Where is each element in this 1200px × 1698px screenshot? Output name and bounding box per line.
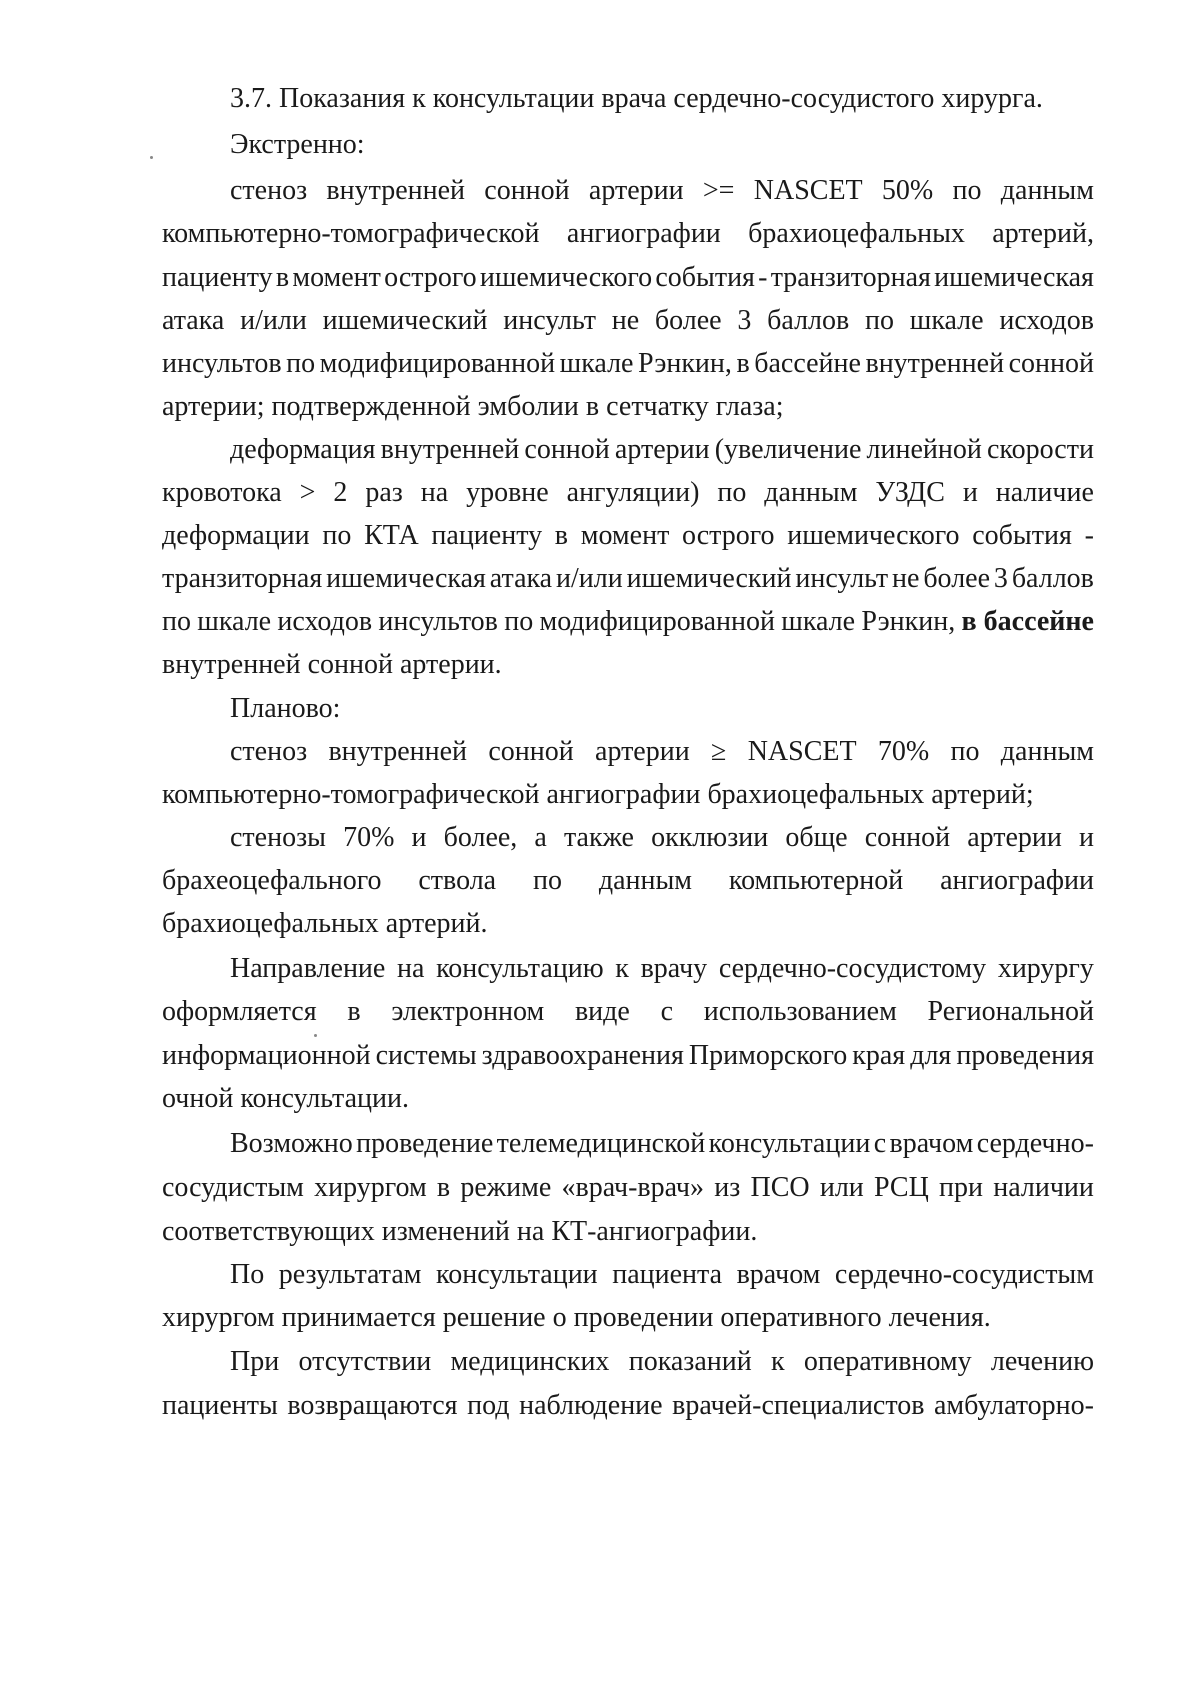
word: наличие (995, 477, 1094, 508)
word: артерии (967, 822, 1062, 853)
word: > (299, 477, 316, 508)
word: более, (443, 822, 518, 853)
word: ишемическая (934, 262, 1094, 293)
word: окклюзии (651, 822, 769, 853)
urgent-item-2-line-3 (162, 519, 1094, 553)
word: исходов (999, 305, 1094, 336)
word: в (275, 262, 290, 293)
word: сонной (484, 175, 570, 206)
word: сонной (864, 822, 951, 853)
word: По (230, 1259, 265, 1290)
word: данным (598, 865, 693, 896)
word: острого (384, 262, 477, 293)
word: Приморского (688, 1040, 848, 1071)
word: по (717, 477, 747, 508)
referral-line-3 (162, 1039, 1094, 1073)
referral-line-1 (230, 952, 1094, 986)
word: внутренней (326, 175, 465, 206)
word: бассейне (754, 348, 861, 379)
word: на (420, 477, 449, 508)
word: с (873, 1128, 887, 1159)
word: момент (292, 262, 381, 293)
word: внутренней (865, 348, 1005, 379)
word: события (972, 520, 1072, 551)
word: «врач-врач» (561, 1172, 705, 1203)
word: инсульт (503, 305, 596, 336)
word: и (1079, 822, 1094, 853)
telemedicine-line-1 (230, 1127, 1094, 1161)
word: УЗДС (875, 477, 945, 508)
word: медицинских (450, 1346, 610, 1377)
word: информационной (162, 1040, 371, 1071)
word: шкале (559, 348, 634, 379)
word: ишемический (322, 305, 488, 336)
word: проведения (956, 1040, 1094, 1071)
word: врачом (889, 1128, 974, 1159)
word: телемедицинской (496, 1128, 706, 1159)
word: наличии (993, 1172, 1094, 1203)
word: транзиторная (162, 563, 323, 594)
word: более (923, 563, 991, 594)
word: не (892, 563, 920, 594)
word: Направление (230, 953, 386, 984)
word: сонной (524, 434, 610, 465)
word: исходов (277, 606, 373, 637)
word: не (611, 305, 640, 336)
word: при (939, 1172, 984, 1203)
word: к (771, 1346, 785, 1377)
word: артерии (614, 434, 710, 465)
results-line-2: хирургом принимается решение о проведении оперативного лечения. (162, 1302, 991, 1333)
word: оформляется (162, 996, 317, 1027)
word: а (534, 822, 547, 853)
word: и/или (556, 563, 623, 594)
telemedicine-line-2 (162, 1171, 1094, 1205)
word: модифицированной (539, 606, 775, 637)
planned-item-2-line-3: брахиоцефальных артерий. (162, 908, 488, 939)
word: электронном (391, 996, 545, 1027)
word: отсутствии (298, 1346, 432, 1377)
word: уровне (466, 477, 549, 508)
word: лечению (990, 1346, 1094, 1377)
telemedicine-line-3: соответствующих изменений на КТ-ангиографии. (162, 1216, 758, 1247)
word: оперативному (803, 1346, 972, 1377)
word: скорости (986, 434, 1094, 465)
word: баллов (1011, 563, 1094, 594)
word: показаний (628, 1346, 752, 1377)
word: здравоохранения (481, 1040, 684, 1071)
word: стеноз (230, 175, 308, 206)
word: При (230, 1346, 280, 1377)
word: пациенты (162, 1390, 278, 1421)
word: врачей-специалистов (672, 1390, 925, 1421)
word: по (952, 175, 982, 206)
word: сонной (488, 736, 574, 767)
word: баллов (767, 305, 850, 336)
word: по (532, 865, 562, 896)
planned-item-2-line-2 (162, 864, 1094, 898)
word: острого (682, 520, 775, 551)
word: наблюдение (519, 1390, 663, 1421)
word: врачом (736, 1259, 821, 1290)
word: - (1084, 520, 1094, 551)
urgent-item-1-line-1 (230, 174, 1094, 208)
word: брахеоцефального (162, 865, 382, 896)
word: компьютерно-томографической (162, 218, 540, 249)
word: деформации (162, 520, 310, 551)
word: КТА (364, 520, 419, 551)
word: инсульт (795, 563, 889, 594)
word: данным (1000, 736, 1094, 767)
word: ≥ (711, 736, 727, 767)
word: амбулаторно- (934, 1390, 1094, 1421)
word: 3 (737, 305, 752, 336)
word: сердечно- (976, 1128, 1094, 1159)
word: инсультов (162, 348, 282, 379)
urgent-item-1-line-5 (162, 347, 1094, 381)
word: по (162, 606, 191, 637)
section-heading: 3.7. Показания к консультации врача сердечно-сосудистого хирурга. (230, 83, 1043, 114)
word: проведение (356, 1128, 494, 1159)
word: результатам (278, 1259, 422, 1290)
word: использованием (703, 996, 897, 1027)
word: консультации (436, 1259, 598, 1290)
word: пациенту (431, 520, 543, 551)
word: линейной (866, 434, 982, 465)
word: хирургом (314, 1172, 427, 1203)
word: более (654, 305, 722, 336)
word: в (347, 996, 361, 1027)
word: шкале (781, 606, 856, 637)
word: кровотока (162, 477, 282, 508)
word: из (714, 1172, 741, 1203)
word: по (865, 305, 894, 336)
word: артерий, (992, 218, 1094, 249)
word: ишемического (479, 262, 653, 293)
word: модифицированной (319, 348, 556, 379)
word: в (436, 1172, 451, 1203)
word: пациенту (162, 262, 273, 293)
word: брахиоцефальных (748, 218, 965, 249)
referral-line-4: очной консультации. (162, 1083, 409, 1114)
urgent-item-2-line-2 (162, 476, 1094, 510)
word: пациента (612, 1259, 723, 1290)
word: данным (764, 477, 858, 508)
word: артерии (588, 175, 684, 206)
referral-line-2 (162, 995, 1094, 1029)
urgent-item-2-line-5 (162, 605, 1094, 639)
word: и/или (240, 305, 307, 336)
word: в (736, 348, 750, 379)
word: по (950, 736, 980, 767)
planned-item-1-line-2: компьютерно-томографической ангиографии брахиоцефальных артерий; (162, 779, 1034, 810)
word: раз (365, 477, 403, 508)
word: также (563, 822, 634, 853)
scan-speck (314, 1034, 317, 1037)
bold-phrase: в бассейне (961, 606, 1094, 637)
urgent-item-1-line-6: артерии; подтвержденной эмболии в сетчатку глаза; (162, 391, 784, 422)
word: 3 (993, 563, 1008, 594)
word: деформация (230, 434, 376, 465)
word: по (504, 606, 534, 637)
word: на (397, 953, 425, 984)
word: внутренней (328, 736, 468, 767)
word: шкале (909, 305, 984, 336)
word: сердечно-сосудистому (718, 953, 987, 984)
word: Рэнкин, (861, 606, 956, 637)
word: врачу (640, 953, 708, 984)
urgent-item-1-line-4 (162, 304, 1094, 338)
word: компьютерной (728, 865, 904, 896)
word: РСЦ (874, 1172, 929, 1203)
word: ишемическая (326, 563, 486, 594)
word: (увеличение (714, 434, 862, 465)
word: NASCET (747, 736, 857, 767)
word: под (467, 1390, 510, 1421)
results-line-1 (230, 1258, 1094, 1292)
word: атака (489, 563, 553, 594)
urgent-item-2-line-6: внутренней сонной артерии. (162, 649, 502, 680)
word: ствола (418, 865, 497, 896)
word: сосудистым (162, 1172, 304, 1203)
word: режиме (460, 1172, 552, 1203)
planned-item-2-line-1 (230, 821, 1094, 855)
word: Региональной (927, 996, 1094, 1027)
word: сонной (1008, 348, 1094, 379)
word: 70% (343, 822, 395, 853)
urgent-item-2-line-4 (162, 562, 1094, 596)
word: NASCET (753, 175, 863, 206)
word: артерии (595, 736, 690, 767)
word: ангиографии (940, 865, 1094, 896)
word: момент (580, 520, 670, 551)
word: хирургу (997, 953, 1094, 984)
word: ангиографии (566, 218, 721, 249)
word: данным (1000, 175, 1094, 206)
urgent-label: Экстренно: (230, 129, 365, 160)
word: Рэнкин, (638, 348, 732, 379)
word: возвращаются (287, 1390, 458, 1421)
word: и (962, 477, 978, 508)
word: или (819, 1172, 864, 1203)
word: края (852, 1040, 906, 1071)
word: виде (574, 996, 630, 1027)
urgent-item-1-line-2 (162, 217, 1094, 251)
urgent-item-1-line-3 (162, 261, 1094, 295)
word: консультацию (436, 953, 604, 984)
word: системы (375, 1040, 477, 1071)
word: внутренней (380, 434, 520, 465)
word: по (286, 348, 316, 379)
word: транзиторная (770, 262, 931, 293)
word: >= (702, 175, 735, 206)
planned-item-1-line-1 (230, 735, 1094, 769)
word: сердечно-сосудистым (834, 1259, 1094, 1290)
word: к (615, 953, 629, 984)
word: ишемический (626, 563, 792, 594)
urgent-item-2-line-1 (230, 433, 1094, 467)
word: по (322, 520, 352, 551)
word: стенозы (230, 822, 326, 853)
word: с (660, 996, 673, 1027)
word: инсультов (378, 606, 498, 637)
word: ангуляции) (566, 477, 700, 508)
no-indications-line-2 (162, 1389, 1094, 1423)
word: шкале (197, 606, 272, 637)
word: 50% (881, 175, 934, 206)
word: для (910, 1040, 952, 1071)
word: и (411, 822, 427, 853)
scan-speck (150, 156, 153, 159)
word: в (554, 520, 569, 551)
word: обще (785, 822, 848, 853)
no-indications-line-1 (230, 1345, 1094, 1379)
word: ишемического (787, 520, 960, 551)
word: 2 (333, 477, 348, 508)
word: события (655, 262, 755, 293)
word: атака (162, 305, 225, 336)
word: консультации (708, 1128, 871, 1159)
word: стеноз (230, 736, 308, 767)
word: 70% (877, 736, 930, 767)
word: Возможно (230, 1128, 353, 1159)
word: - (758, 262, 768, 293)
planned-label: Планово: (230, 693, 341, 724)
word: ПСО (750, 1172, 810, 1203)
